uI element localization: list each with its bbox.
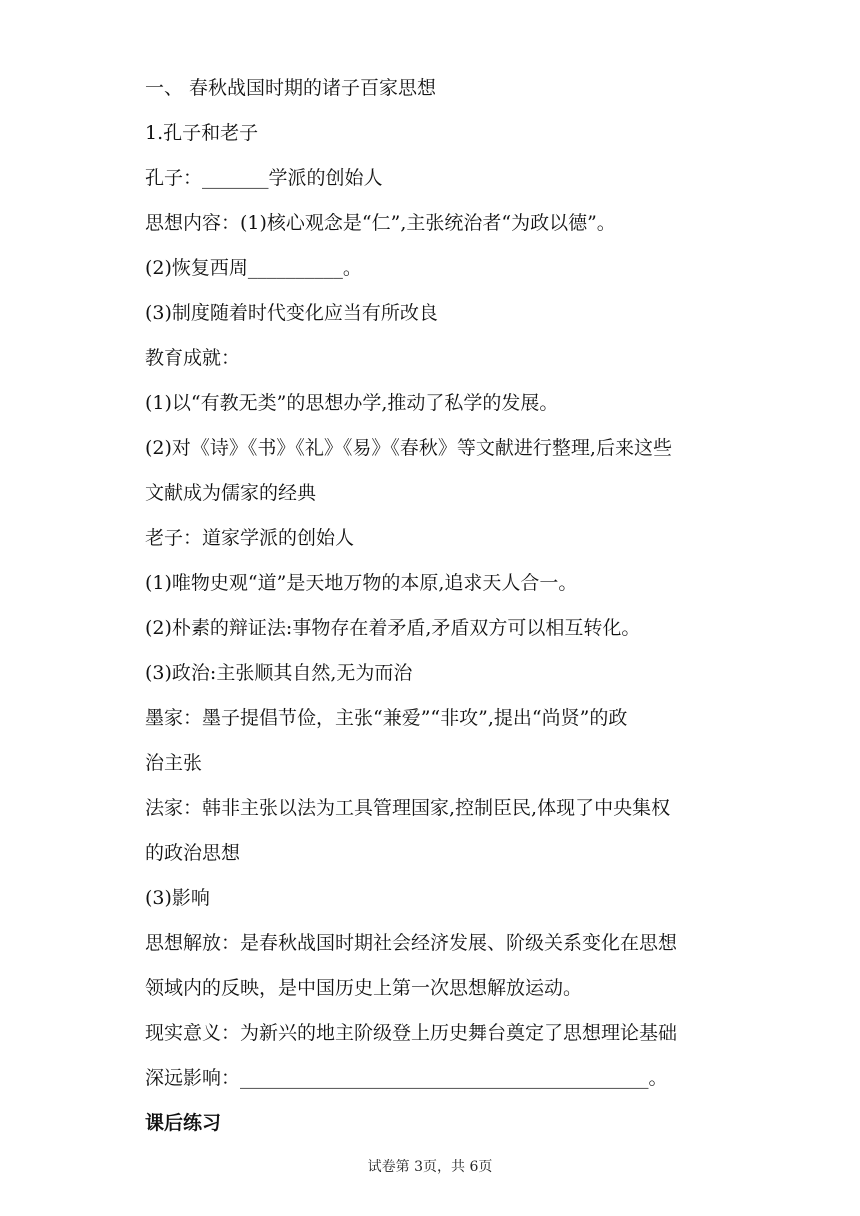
text-line: (2)朴素的辩证法:事物存在着矛盾,矛盾双方可以相互转化。 bbox=[145, 617, 641, 639]
subsection-title: 1.孔子和老子 bbox=[145, 122, 259, 144]
text-line: (3)影响 bbox=[145, 887, 210, 909]
text-line: (2)对《诗》《书》《礼》《易》《春秋》等文献进行整理,后来这些 bbox=[145, 437, 672, 459]
page-footer: 试卷第 3页，共 6页 bbox=[367, 1159, 493, 1175]
text-line: 文献成为儒家的经典 bbox=[145, 482, 317, 504]
text-line: (3)制度随着时代变化应当有所改良 bbox=[145, 302, 438, 324]
text-line: 现实意义：为新兴的地主阶级登上历史舞台奠定了思想理论基础 bbox=[145, 1022, 678, 1044]
text-line: (3)政治:主张顺其自然,无为而治 bbox=[145, 662, 413, 684]
section-heading: 一、 春秋战国时期的诸子百家思想 bbox=[145, 77, 437, 99]
text-line: 领域内的反映，是中国历史上第一次思想解放运动。 bbox=[145, 977, 583, 999]
text-line: 墨家：墨子提倡节俭，主张“兼爱”“非攻”,提出“尚贤”的政 bbox=[145, 707, 628, 729]
text-line: 思想内容：(1)核心观念是“仁”,主张统治者“为政以德”。 bbox=[145, 212, 616, 234]
text-line: 的政治思想 bbox=[145, 842, 241, 864]
text-line: 孔子：_______学派的创始人 bbox=[145, 167, 383, 189]
text-line: (2)恢复西周__________。 bbox=[145, 257, 362, 279]
text-line: 思想解放：是春秋战国时期社会经济发展、阶级关系变化在思想 bbox=[145, 932, 678, 954]
text-line: (1)唯物史观“道”是天地万物的本原,追求天人合一。 bbox=[145, 572, 578, 594]
text-line: 治主张 bbox=[145, 752, 203, 774]
text-line: (1)以“有教无类”的思想办学,推动了私学的发展。 bbox=[145, 392, 559, 414]
text-line: 法家：韩非主张以法为工具管理国家,控制臣民,体现了中央集权 bbox=[145, 797, 671, 819]
practice-heading: 课后练习 bbox=[145, 1112, 222, 1134]
text-line: 老子：道家学派的创始人 bbox=[145, 527, 355, 549]
text-line: 深远影响：___________________________________________。 bbox=[145, 1067, 668, 1089]
text-line: 教育成就： bbox=[145, 347, 241, 369]
